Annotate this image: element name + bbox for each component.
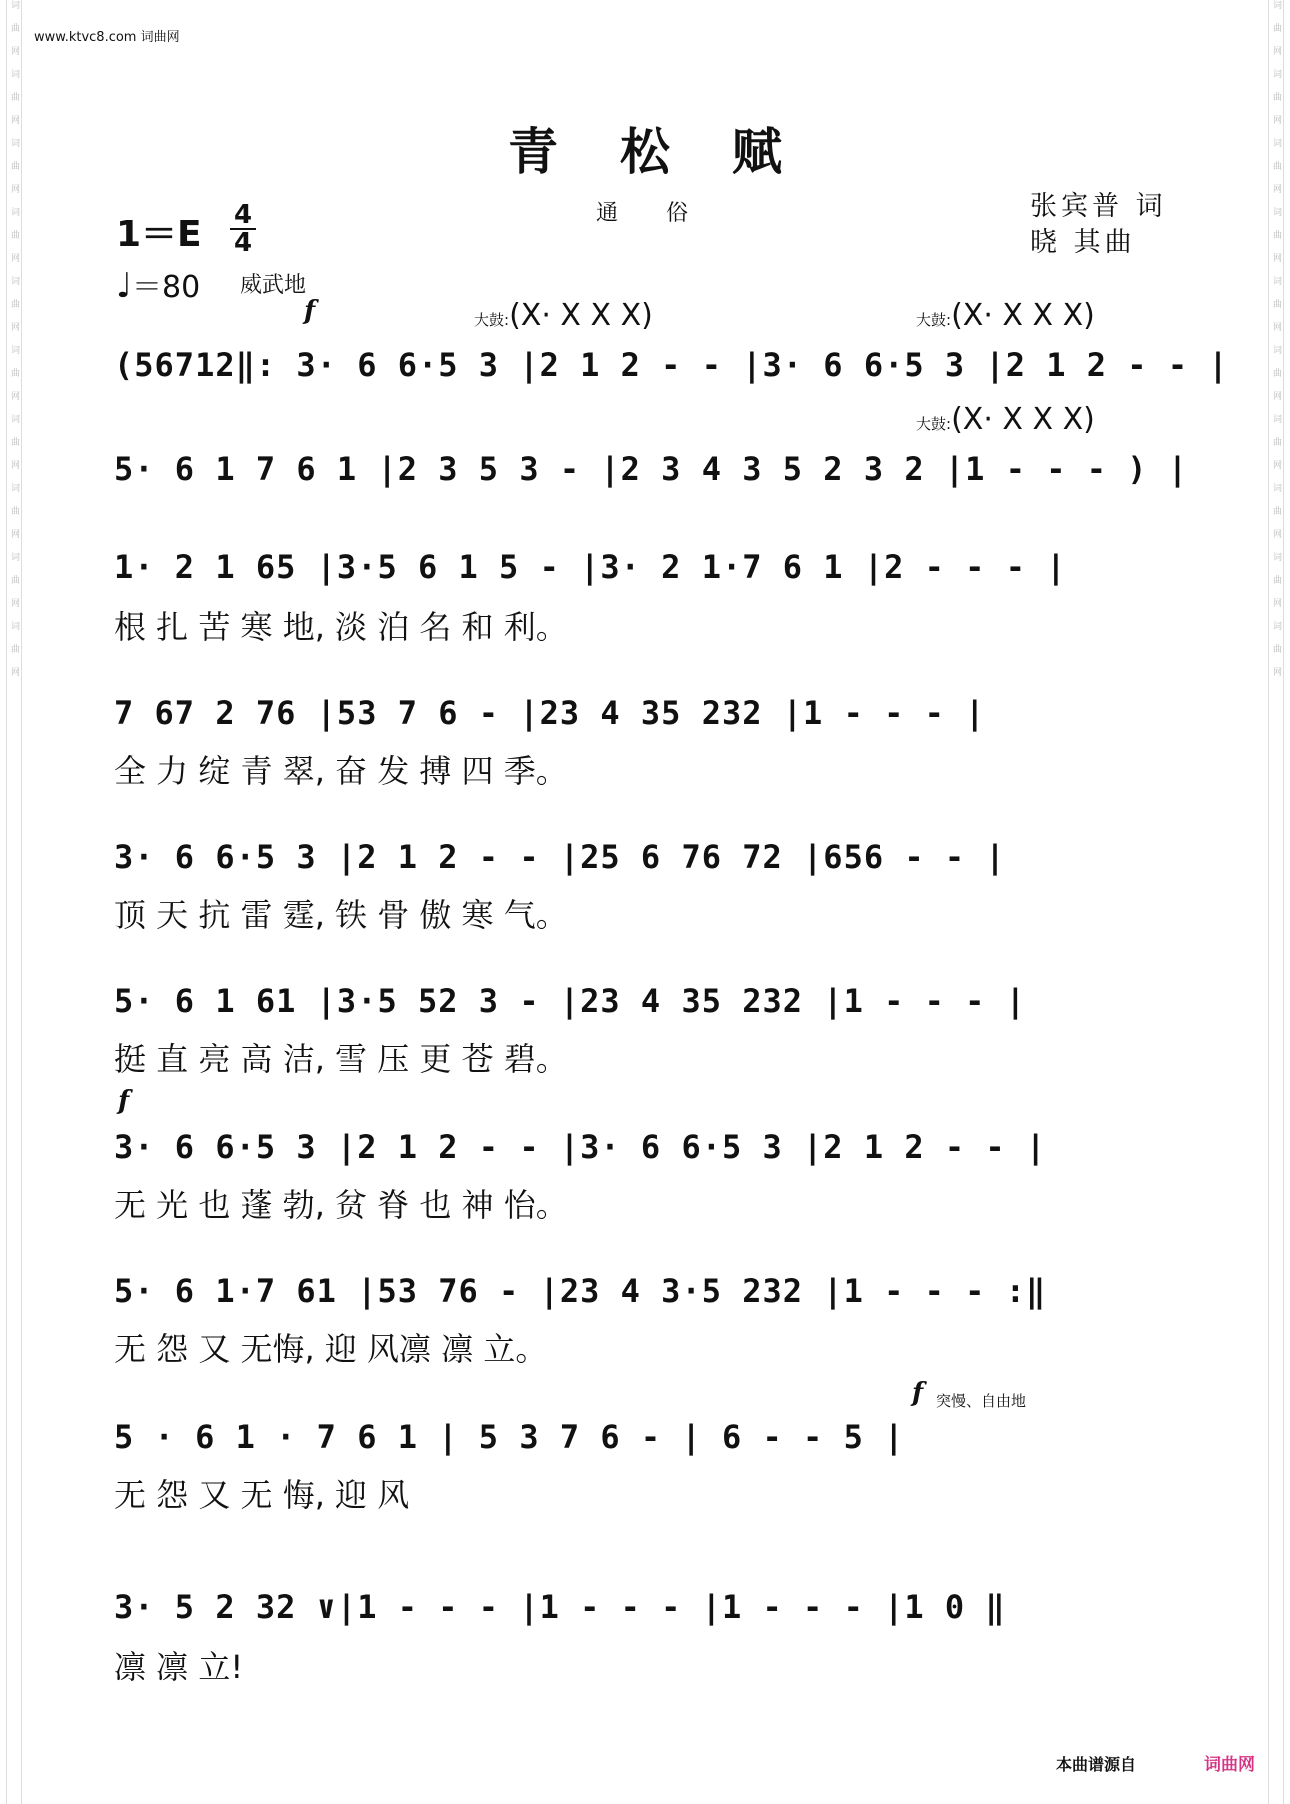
notation-row-5: 3· 6 6·5 3 |2 1 2 - - |25 6 76 72 |656 - - | [114, 838, 1006, 876]
lyricist: 张宾普 词 [1030, 191, 1167, 222]
drum-pattern-1 [474, 298, 653, 333]
lyric-row-9: 无 怨 又 无 悔, 迎 风 [114, 1476, 410, 1514]
lyric-row-7: 无 光 也 蓬 勃, 贫 脊 也 神 怡。 [114, 1186, 568, 1224]
drum-pattern-3 [916, 402, 1095, 437]
drum-label: 大鼓: [916, 415, 952, 433]
quarter-note-icon: ♩ [116, 266, 133, 306]
lyric-row-3: 根 扎 苦 寒 地, 淡 泊 名 和 利。 [114, 608, 568, 646]
notation-row-4: 7 67 2 76 |53 7 6 - |23 4 35 232 |1 - - - | [114, 694, 986, 732]
drum-pattern: (X· X X X) [509, 298, 653, 333]
site-logo[interactable]: 词曲网 [1204, 1755, 1255, 1775]
notation-row-3: 1· 2 1 65 |3·5 6 1 5 - |3· 2 1·7 6 1 |2 - - - | [114, 548, 1067, 586]
drum-label: 大鼓: [916, 311, 952, 329]
tempo [116, 262, 200, 306]
forte-mark-2: f [118, 1086, 130, 1116]
right-border-strip: 词曲网词曲网词曲网词曲网词曲网词曲网词曲网词曲网词曲网词曲网 [1268, 0, 1284, 1804]
lyric-row-4: 全 力 绽 青 翠, 奋 发 搏 四 季。 [114, 752, 568, 790]
drum-pattern-2 [916, 298, 1095, 333]
time-top: 4 [233, 200, 253, 230]
notation-row-2: 5· 6 1 7 6 1 |2 3 5 3 - |2 3 4 3 5 2 3 2 |1 - - - ) | [114, 450, 1189, 488]
notation-row-6: 5· 6 1 61 |3·5 52 3 - |23 4 35 232 |1 - - - | [114, 982, 1026, 1020]
song-title: 青松赋 [508, 122, 844, 181]
ending-instruction: 突慢、自由地 [936, 1392, 1027, 1410]
key-signature: 1＝E [116, 214, 202, 255]
drum-label: 大鼓: [474, 311, 510, 329]
forte-mark-1: f [304, 296, 316, 326]
forte-mark-3: f [912, 1378, 924, 1408]
lyric-row-10: 凛 凛 立! [114, 1648, 244, 1686]
time-bottom: 4 [230, 228, 256, 256]
time-signature [230, 202, 256, 256]
drum-pattern: (X· X X X) [951, 298, 1095, 333]
composer: 晓 其曲 [1030, 227, 1136, 258]
notation-row-7: 3· 6 6·5 3 |2 1 2 - - |3· 6 6·5 3 |2 1 2 - - | [114, 1128, 1047, 1166]
lyric-row-8: 无 怨 又 无悔, 迎 风凛 凛 立。 [114, 1330, 548, 1368]
site-url[interactable]: www.ktvc8.com 词曲网 [34, 30, 180, 45]
lyric-row-5: 顶 天 抗 雷 霆, 铁 骨 傲 寒 气。 [114, 896, 568, 934]
notation-row-1: (56712‖: 3· 6 6·5 3 |2 1 2 - - |3· 6 6·5 3 |2 1 2 - - | [114, 346, 1229, 384]
notation-row-9: 5 · 6 1 · 7 6 1 | 5 3 7 6 - | 6 - - 5 | [114, 1418, 905, 1456]
left-border-strip: 词曲网词曲网词曲网词曲网词曲网词曲网词曲网词曲网词曲网词曲网 [6, 0, 22, 1804]
drum-pattern: (X· X X X) [951, 402, 1095, 437]
notation-row-10: 3· 5 2 32 ∨|1 - - - |1 - - - |1 - - - |1 0 ‖ [114, 1588, 1006, 1626]
source-note: 本曲谱源自 [1056, 1755, 1137, 1774]
lyric-row-6: 挺 直 亮 高 洁, 雪 压 更 苍 碧。 [114, 1040, 568, 1078]
notation-row-8: 5· 6 1·7 61 |53 76 - |23 4 3·5 232 |1 - - - :‖ [114, 1272, 1047, 1310]
character-mark: 威武地 [240, 273, 307, 298]
tempo-value: ＝80 [132, 270, 201, 305]
style-label: 通俗 [596, 201, 737, 226]
